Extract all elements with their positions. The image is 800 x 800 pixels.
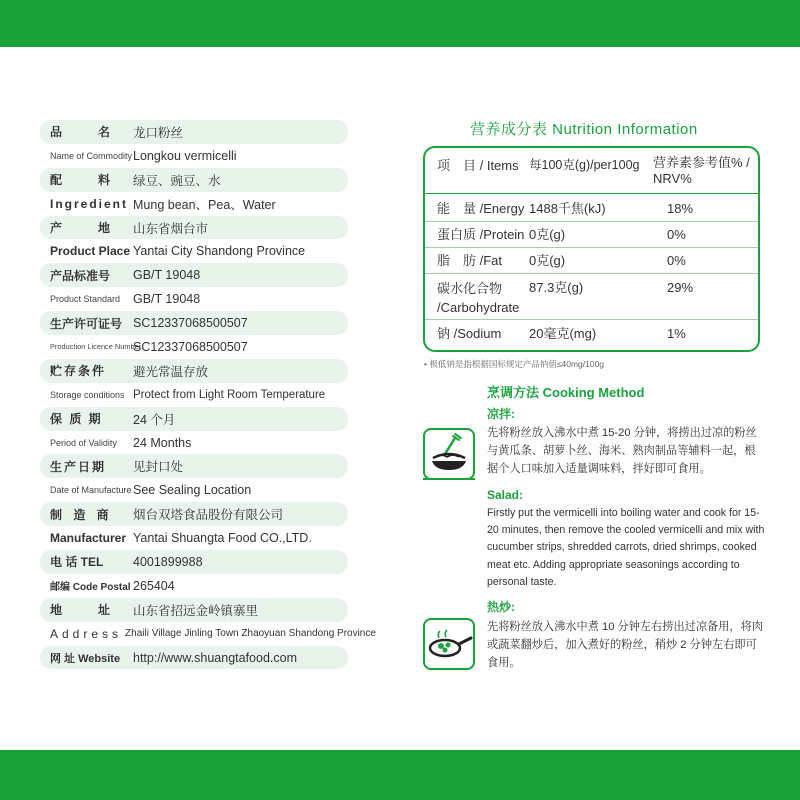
- info-label: 贮存条件: [50, 364, 107, 379]
- bottom-green-bar: [0, 750, 800, 800]
- info-row-address-en: [40, 622, 376, 646]
- salad-en-text: Firstly put the vermicelli into boiling water and cook for 15-20 minutes, then remove the cooled vermicelli and mix with cucumber strips, shredded carrots, dried shrimps, cooked meat etc. Adding appropriate seasonings according to personal taste.: [487, 507, 765, 588]
- info-label: 制 造 商: [50, 507, 113, 522]
- info-row-date-en: [40, 478, 348, 502]
- info-value: SC12337068500507: [133, 316, 248, 331]
- info-row-website: [40, 646, 348, 670]
- info-value: http://www.shuangtafood.com: [133, 650, 297, 665]
- info-row-validity-en: [40, 431, 348, 455]
- product-info-list: [40, 120, 376, 669]
- info-label: 生产日期: [50, 459, 107, 474]
- nutrient-nrv: 1%: [667, 326, 686, 341]
- info-value: 见封口处: [133, 460, 184, 475]
- cooking-title: 烹调方法 Cooking Method: [487, 385, 645, 400]
- salad-bowl-icon: [423, 428, 475, 480]
- nutrient-nrv: 0%: [667, 253, 686, 268]
- nutrition-row-sodium: [425, 320, 758, 348]
- salad-en-heading: Salad:: [487, 488, 524, 502]
- info-row-standard-cn: [40, 263, 348, 287]
- info-value: Longkou vermicelli: [133, 148, 237, 163]
- info-value: Yantai City Shandong Province: [133, 244, 306, 259]
- info-label: 邮编 Code Postal: [50, 582, 131, 594]
- info-value: 24 Months: [133, 435, 192, 450]
- nutrient-value: 1488千焦(kJ): [529, 201, 606, 216]
- salad-cn-heading: 凉拌:: [487, 407, 515, 421]
- info-label: Address: [50, 626, 123, 641]
- nutrition-row-fat: [425, 248, 758, 274]
- info-value: Yantai Shuangta Food CO.,LTD.: [133, 531, 312, 546]
- info-label: Storage conditions: [50, 389, 125, 400]
- nutrition-table: [423, 146, 760, 352]
- nutrient-value: 0克(g): [529, 253, 566, 268]
- info-row-licence-cn: [40, 311, 348, 335]
- info-row-place-en: [40, 239, 348, 263]
- nutrition-title: 营养成分表 Nutrition Information: [470, 121, 698, 138]
- info-value: 山东省招远金岭镇寨里: [133, 603, 259, 618]
- info-row-licence-en: [40, 335, 348, 359]
- info-label: Product Place: [50, 244, 131, 259]
- nutrition-row-protein: [425, 222, 758, 248]
- info-value: GB/T 19048: [133, 268, 201, 283]
- nutrient-name: 蛋白质 /Protein: [437, 227, 525, 242]
- frying-pan-icon: [423, 618, 475, 670]
- info-row-manufacturer-cn: [40, 502, 348, 526]
- info-label: 生产许可证号: [50, 316, 123, 331]
- nutrient-nrv: 29%: [667, 280, 694, 295]
- nutrition-row-carbohydrate: [425, 274, 758, 320]
- info-label: 配 料: [50, 173, 115, 188]
- info-label: Name of Commodity: [50, 150, 133, 161]
- info-row-storage-en: [40, 383, 348, 407]
- info-row-manufacturer-en: [40, 526, 348, 550]
- info-value: SC12337068500507: [133, 339, 248, 354]
- info-row-ingredient-en: [40, 192, 348, 216]
- nutrient-nrv: 18%: [667, 201, 694, 216]
- info-label: 品 名: [50, 125, 115, 140]
- nutrient-nrv: 0%: [667, 227, 686, 242]
- separator-line: [423, 478, 475, 480]
- nutrient-name: 钠 /Sodium: [437, 326, 502, 341]
- nutrition-footnote: • 极低钠是指根据国标规定产品钠值≤40mg/100g: [424, 359, 605, 369]
- info-label: 产品标准号: [50, 268, 111, 283]
- info-label: Date of Manufacture: [50, 485, 132, 496]
- nutrient-value: 20毫克(mg): [529, 326, 597, 341]
- info-row-name-cn: [40, 120, 348, 144]
- info-row-storage-cn: [40, 359, 348, 383]
- info-row-tel: [40, 550, 348, 574]
- header-items: 项 目 / Items: [437, 158, 519, 173]
- info-row-validity-cn: [40, 407, 348, 431]
- info-value: Zhaili Village Jinling Town Zhaoyuan Shandong Province: [125, 628, 376, 640]
- top-green-bar: [0, 0, 800, 47]
- nutrient-value: 87.3克(g): [529, 280, 584, 295]
- info-row-place-cn: [40, 216, 348, 240]
- info-label: Manufacturer: [50, 531, 127, 546]
- header-per100g: 每100克(g)/per100g: [529, 158, 640, 172]
- nutrient-name: 能 量 /Energy: [437, 201, 525, 216]
- info-value: GB/T 19048: [133, 292, 201, 307]
- info-value: Protect from Light Room Temperature: [133, 388, 326, 401]
- info-label: Period of Validity: [50, 437, 117, 448]
- info-value: Mung bean、Pea、Water: [133, 197, 276, 212]
- info-value: 龙口粉丝: [133, 125, 184, 140]
- nutrition-row-energy: [425, 194, 758, 222]
- info-row-date-cn: [40, 454, 348, 478]
- info-label: 地 址: [50, 603, 115, 618]
- header-nrv: 营养素参考值% / NRV%: [653, 155, 750, 186]
- info-value: 避光常温存放: [133, 364, 209, 379]
- nutrition-header: [425, 148, 758, 194]
- nutrient-name: 脂 肪 /Fat: [437, 253, 503, 268]
- stirfry-cn-heading: 热炒:: [487, 600, 515, 614]
- info-row-postal: [40, 574, 348, 598]
- info-value: See Sealing Location: [133, 483, 252, 498]
- info-value: 山东省烟台市: [133, 221, 209, 236]
- info-row-name-en: [40, 144, 348, 168]
- info-label: 保 质 期: [50, 412, 103, 427]
- info-value: 4001899988: [133, 554, 203, 569]
- info-value: 265404: [133, 578, 175, 593]
- info-label: 电 话 TEL: [50, 555, 104, 570]
- stirfry-cn-text: 先将粉丝放入沸水中煮 10 分钟左右捞出过凉备用，将肉或蔬菜翻炒后，加入煮好的粉丝，稍炒 2 分钟左右即可食用。: [487, 621, 763, 669]
- info-label: Production Licence Number: [50, 342, 142, 352]
- info-label: Product Standard: [50, 294, 121, 305]
- info-value: 绿豆、豌豆、水: [133, 173, 221, 188]
- nutrient-value: 0克(g): [529, 227, 566, 242]
- nutrient-name: 碳水化合物 /Carbohydrate: [437, 281, 520, 315]
- salad-cn-text: 先将粉丝放入沸水中煮 15-20 分钟，将捞出过凉的粉丝与黄瓜条、胡萝卜丝、海米、熟肉制品等辅料一起，根据个人口味加入适量调味料，拌好即可食用。: [487, 427, 757, 475]
- info-value: 烟台双塔食品股份有限公司: [133, 508, 284, 523]
- info-row-address-cn: [40, 598, 348, 622]
- info-label: 网 址 Website: [50, 652, 121, 665]
- info-value: 24 个月: [133, 412, 176, 427]
- info-label: 产 地: [50, 221, 115, 235]
- info-row-standard-en: [40, 287, 348, 311]
- info-label: Ingredient: [50, 196, 129, 211]
- info-row-ingredient-cn: [40, 168, 348, 192]
